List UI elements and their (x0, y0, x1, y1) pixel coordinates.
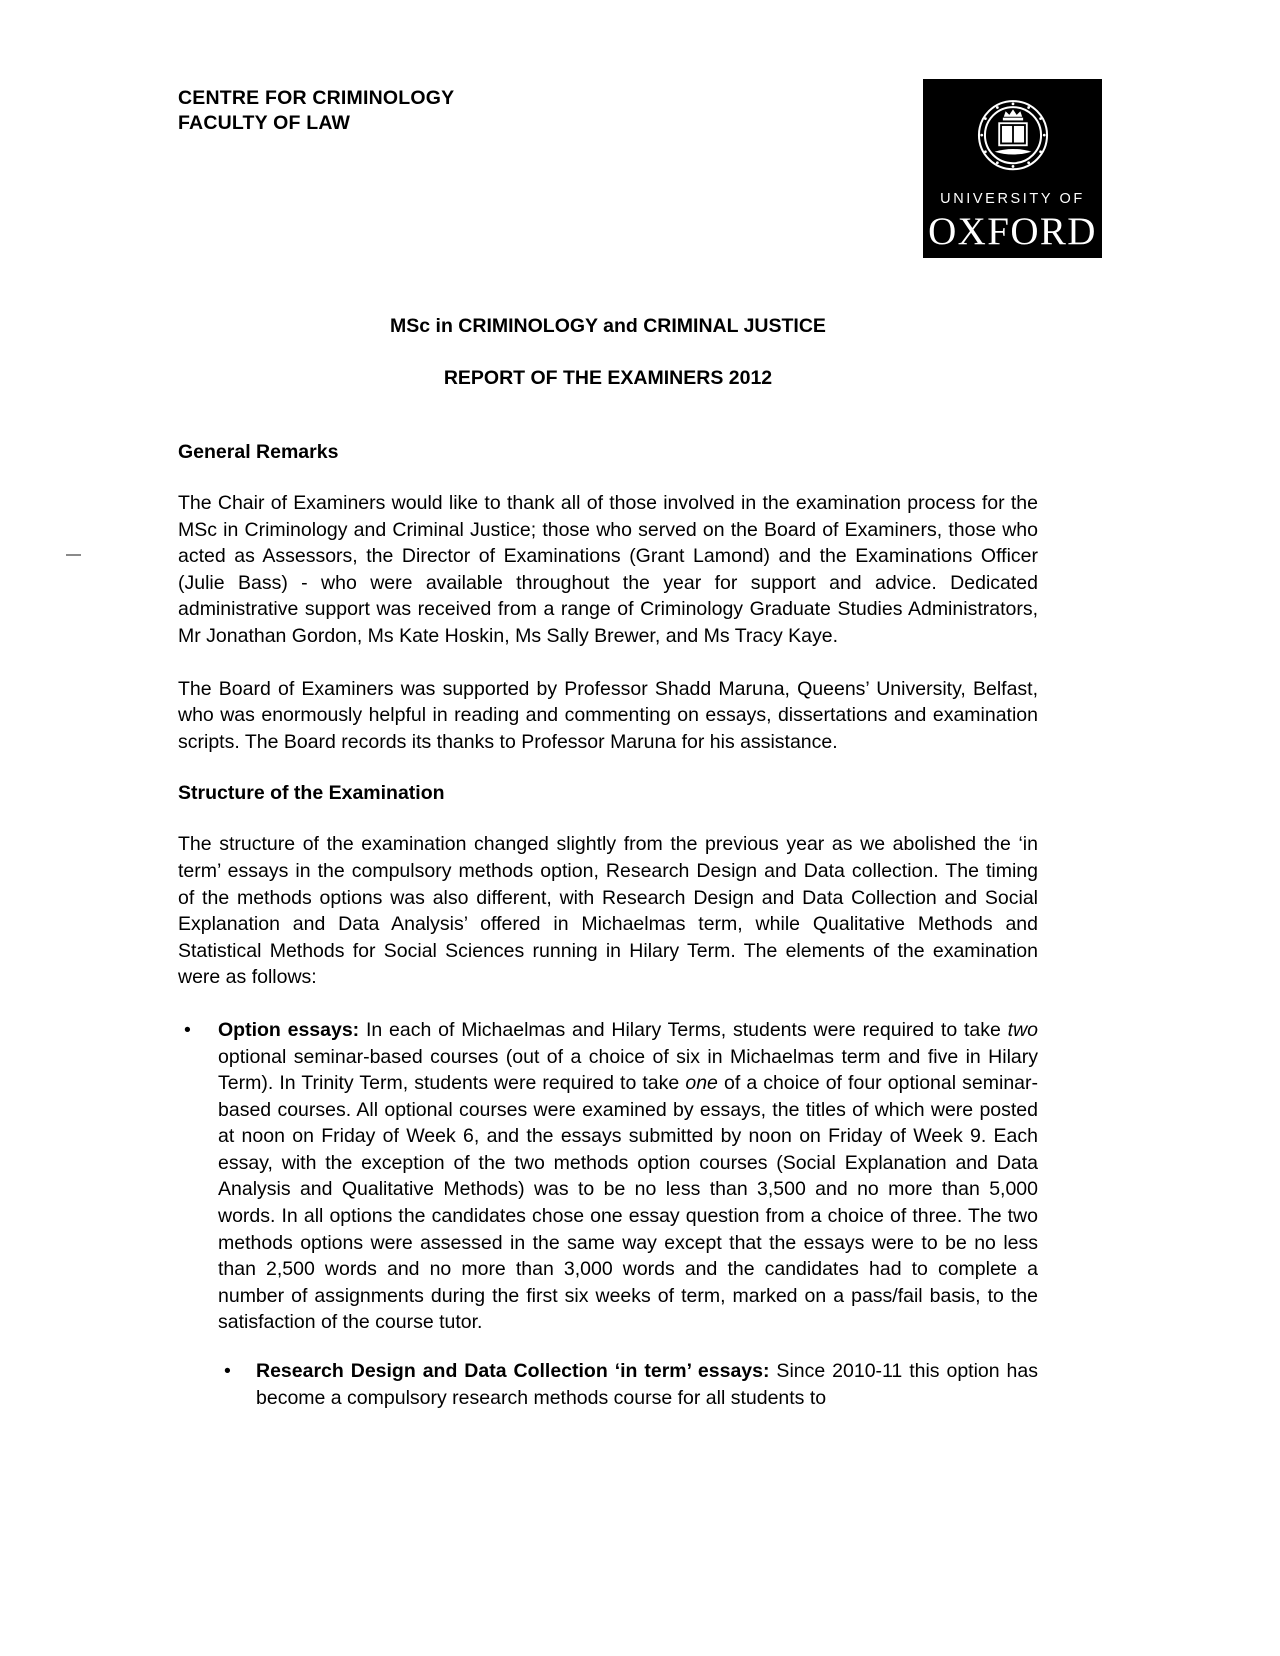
paragraph-general-remarks-2: The Board of Examiners was supported by Professor Shadd Maruna, Queens’ University, Belfast, who was enormously helpful in reading and commenting on essays, dissertations and examination scripts. The Board records its thanks to Professor Maruna for his assistance. (178, 677, 1038, 753)
bullet-text-segment: In each of Michaelmas and Hilary Terms, students were required to take (359, 1018, 1008, 1041)
heading-structure-of-examination: Structure of the Examination (178, 782, 445, 805)
list-item (216, 1358, 1038, 1411)
document-header (178, 86, 1280, 136)
paragraph-general-remarks-1: The Chair of Examiners would like to thank all of those involved in the examination process for the MSc in Criminology and Criminal Justice; those who served on the Board of Examiners, those who acted as Assessors, the Director of Examinations (Grant Lamond) and the Examinations Officer (Julie Bass) - who were available throughout the year for support and advice. Dedicated administrative support was received from a range of Criminology Graduate Studies Administrators, Mr Jonathan Gordon, Ms Kate Hoskin, Ms Sally Brewer, and Ms Tracy Kaye. (178, 492, 1038, 647)
paragraph-structure-1: The structure of the examination changed slightly from the previous year as we abolished the ‘in term’ essays in the compulsory methods option, Research Design and Data collection. The timing of the methods options was also different, with Research Design and Data Collection and Social Explanation and Data Analysis’ offered in Michaelmas term, while Qualitative Methods and Statistical Methods for Social Sciences running in Hilary Term. The elements of the examination were as follows: (178, 833, 1038, 989)
logo-oxford-wordmark: OXFORD (928, 210, 1097, 253)
bullet-text-segment: optional seminar-based courses (out of a choice of six in Michaelmas term and five in Hilary Term). In Trinity Term, students were required to take (218, 1045, 1038, 1095)
bullet-text-segment: of a choice of four optional seminar-based courses. All optional courses were examined by essays, the titles of which were posted at noon on Friday of Week 6, and the essays submitted by noon on Friday of Week 9. Each essay, with the exception of the two methods option courses (Social Explanation and Data Analysis and Qualitative Methods) was to be no less than 3,500 and no more than 5,000 words. In all options the candidates chose one essay question from a choice of three. The two methods options were assessed in the same way except that the essays were to be no less than 2,500 words and no more than 3,000 words and the candidates had to complete a number of assignments during the first six weeks of term, marked on a pass/fail basis, to the satisfaction of the course tutor. (218, 1072, 1038, 1334)
bullet-lead-label: Research Design and Data Collection ‘in term’ essays: (256, 1360, 770, 1383)
logo-university-label: UNIVERSITY OF (940, 191, 1085, 207)
list-item (178, 1017, 1038, 1336)
bullet-marker-icon: • (224, 1360, 231, 1383)
bullet-lead-label: Option essays: (218, 1018, 360, 1041)
report-title: REPORT OF THE EXAMINERS 2012 (443, 367, 773, 389)
header-centre-line: CENTRE FOR CRIMINOLOGY (178, 87, 455, 109)
bullet-marker-icon: • (184, 1018, 191, 1041)
document-body (178, 440, 1038, 1433)
bullet-text-segment: Since 2010-11 this option has become a compulsory research methods course for all students to (256, 1360, 1038, 1409)
scan-artifact-dash (66, 554, 81, 556)
oxford-logo (923, 79, 1102, 258)
programme-title: MSc in CRIMINOLOGY and CRIMINAL JUSTICE (390, 315, 826, 337)
oxford-coat-of-arms-crest-icon (967, 91, 1059, 183)
heading-general-remarks: General Remarks (178, 441, 339, 463)
examination-elements-list (178, 1017, 1038, 1411)
bullet-italic-segment: one (685, 1072, 718, 1095)
header-faculty-line: FACULTY OF LAW (178, 112, 351, 134)
bullet-italic-segment: two (1007, 1018, 1039, 1041)
